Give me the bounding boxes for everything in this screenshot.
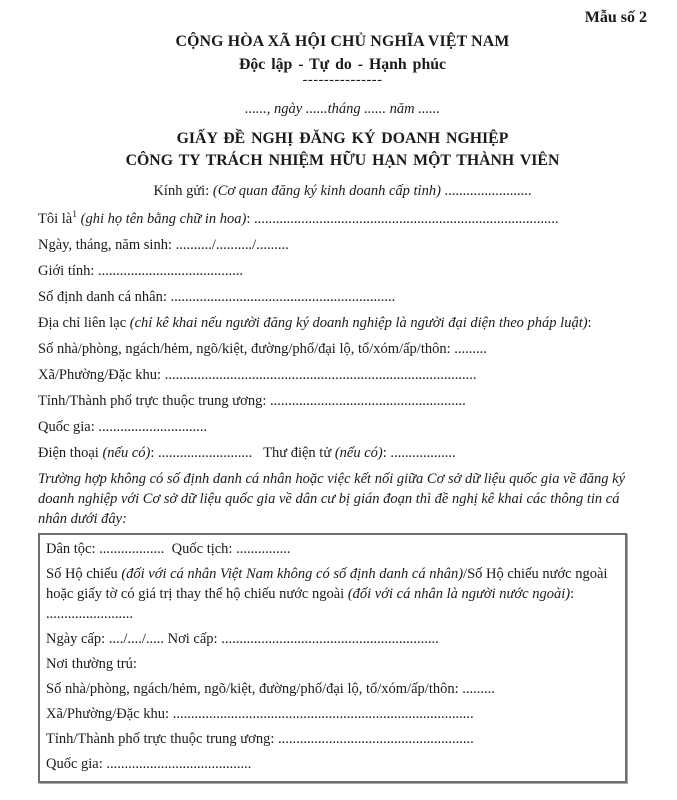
field-label: Số Hộ chiếu xyxy=(46,566,122,582)
field-label: Điện thoại xyxy=(38,445,103,461)
field-label: Số nhà/phòng, ngách/hẻm, ngõ/kiệt, đường/phố/đại lộ, tổ/xóm/ấp/thôn: xyxy=(38,341,455,357)
field-note: (nếu có) xyxy=(334,445,383,461)
field-xa-phuong xyxy=(38,365,647,385)
field-tinh-tp xyxy=(38,391,647,411)
dotted-entry-line: ................................................................................... xyxy=(172,706,474,722)
field-label: Tỉnh/Thành phố trực thuộc trung ương: xyxy=(38,393,270,409)
dotted-entry-line: : ........................ xyxy=(46,586,575,622)
field-label: Tỉnh/Thành phố trực thuộc trung ương: xyxy=(46,731,278,747)
field-label: Nơi thường trú: xyxy=(46,656,137,672)
note-text: Trường hợp không có số định danh cá nhân hoặc việc kết nối giữa Cơ sở dữ liệu quốc gia về đăng ký doanh nghiệp với Cơ sở dữ liệu quốc gia về dân cư bị gián đoạn thì đề nghị kê khai các thông tin cá nhân dưới đây: xyxy=(38,471,626,527)
dotted-entry-line: ..../..../..... xyxy=(108,631,164,647)
dotted-entry-line: : .................................................................................... xyxy=(246,211,559,227)
field-so-ho-chieu xyxy=(46,564,617,624)
label-noi-thuong-tru xyxy=(46,654,617,674)
personal-info-box xyxy=(38,533,627,783)
field-note: (ghi họ tên bằng chữ in hoa) xyxy=(76,211,247,227)
form-number: Mẫu số 2 xyxy=(584,9,647,26)
field-label: Quốc tịch: xyxy=(164,541,237,557)
dotted-entry-line: ...................................................... xyxy=(278,731,474,747)
field-note: (đối với cá nhân là người nước ngoài) xyxy=(347,586,571,602)
dotted-entry-line: ......... xyxy=(462,681,495,697)
field-quoc-gia xyxy=(46,754,617,774)
field-label: Ngày cấp: xyxy=(46,631,109,647)
field-label: Giới tính: xyxy=(38,263,99,279)
dotted-entry-line: .............................. xyxy=(98,419,208,435)
document-title-line1: GIẤY ĐỀ NGHỊ ĐĂNG KÝ DOANH NGHIỆP xyxy=(176,130,509,147)
field-xa-phuong xyxy=(46,704,617,724)
salutation-line xyxy=(38,181,647,201)
field-label: Xã/Phường/Đặc khu: xyxy=(38,367,165,383)
dotted-entry-line: ......... xyxy=(454,341,487,357)
field-label: Quốc gia: xyxy=(46,756,107,772)
form-fields xyxy=(38,209,647,529)
field-dia-chi-lien-lac xyxy=(38,313,626,333)
field-label: Tôi là xyxy=(38,211,73,227)
field-quoc-gia xyxy=(38,417,647,437)
field-note: (chỉ kê khai nếu người đăng ký doanh nghiệp là người đại diện theo pháp luật) xyxy=(129,315,588,331)
field-note: (nếu có) xyxy=(102,445,151,461)
field-label: Dân tộc: xyxy=(46,541,100,557)
field-label: /Số Hộ chiếu nước ngoài hoặc giấy tờ có giá trị thay thế hộ chiếu nước ngoài xyxy=(46,566,608,602)
dotted-entry-line: .................. xyxy=(99,541,165,557)
field-label: Quốc gia: xyxy=(38,419,99,435)
field-label: Số nhà/phòng, ngách/hẻm, ngõ/kiệt, đường/phố/đại lộ, tổ/xóm/ấp/thôn: xyxy=(46,681,463,697)
dotted-entry-line: ............................................................ xyxy=(221,631,439,647)
national-motto: Độc lập - Tự do - Hạnh phúc xyxy=(238,56,447,73)
salutation-note: (Cơ quan đăng ký kinh doanh cấp tỉnh) xyxy=(212,183,441,199)
document-title-line2: CÔNG TY TRÁCH NHIỆM HỮU HẠN MỘT THÀNH VIÊN xyxy=(125,152,560,169)
note-no-personal-id xyxy=(38,469,647,529)
date-line: ......, ngày ......tháng ...... năm ...... xyxy=(245,101,440,117)
field-label: Số định danh cá nhân: xyxy=(38,289,171,305)
header-separator: --------------- xyxy=(302,72,383,88)
field-so-dinh-danh xyxy=(38,287,647,307)
dotted-entry-line: ........................................ xyxy=(98,263,244,279)
dotted-entry-line: : .................. xyxy=(382,445,456,461)
national-title: CỘNG HÒA XÃ HỘI CHỦ NGHĨA VIỆT NAM xyxy=(175,33,510,50)
field-note: (đối với cá nhân Việt Nam không có số định danh cá nhân) xyxy=(121,566,464,582)
footnote-marker: 1 xyxy=(72,210,77,221)
dotted-entry-line: .............................................................. xyxy=(170,289,396,305)
field-label: Xã/Phường/Đặc khu: xyxy=(46,706,173,722)
field-label: Thư điện tử xyxy=(263,445,335,461)
dotted-entry-line: ........................ xyxy=(440,183,532,199)
field-label: Địa chỉ liên lạc xyxy=(38,315,130,331)
field-label: : xyxy=(587,315,592,331)
dotted-entry-line: ........../........../......... xyxy=(175,237,289,253)
field-gioi-tinh xyxy=(38,261,647,281)
field-ngay-thang-nam-sinh xyxy=(38,235,647,255)
field-label: Ngày, tháng, năm sinh: xyxy=(38,237,176,253)
dotted-entry-line: ........................................ xyxy=(106,756,252,772)
dotted-entry-line: ...................................................... xyxy=(270,393,466,409)
field-tinh-tp xyxy=(46,729,617,749)
field-so-nha xyxy=(46,679,617,699)
field-label: Nơi cấp: xyxy=(164,631,222,647)
field-dien-thoai-email xyxy=(38,443,647,463)
field-ngay-cap-noi-cap xyxy=(46,629,617,649)
salutation-label: Kính gửi: xyxy=(153,183,213,199)
dotted-entry-line: ...................................................................................... xyxy=(164,367,477,383)
dotted-entry-line: ............... xyxy=(236,541,291,557)
field-dan-toc-quoc-tich xyxy=(46,539,617,559)
dotted-entry-line: : .......................... xyxy=(150,445,264,461)
field-toi-la xyxy=(38,209,647,229)
field-so-nha xyxy=(38,339,647,359)
